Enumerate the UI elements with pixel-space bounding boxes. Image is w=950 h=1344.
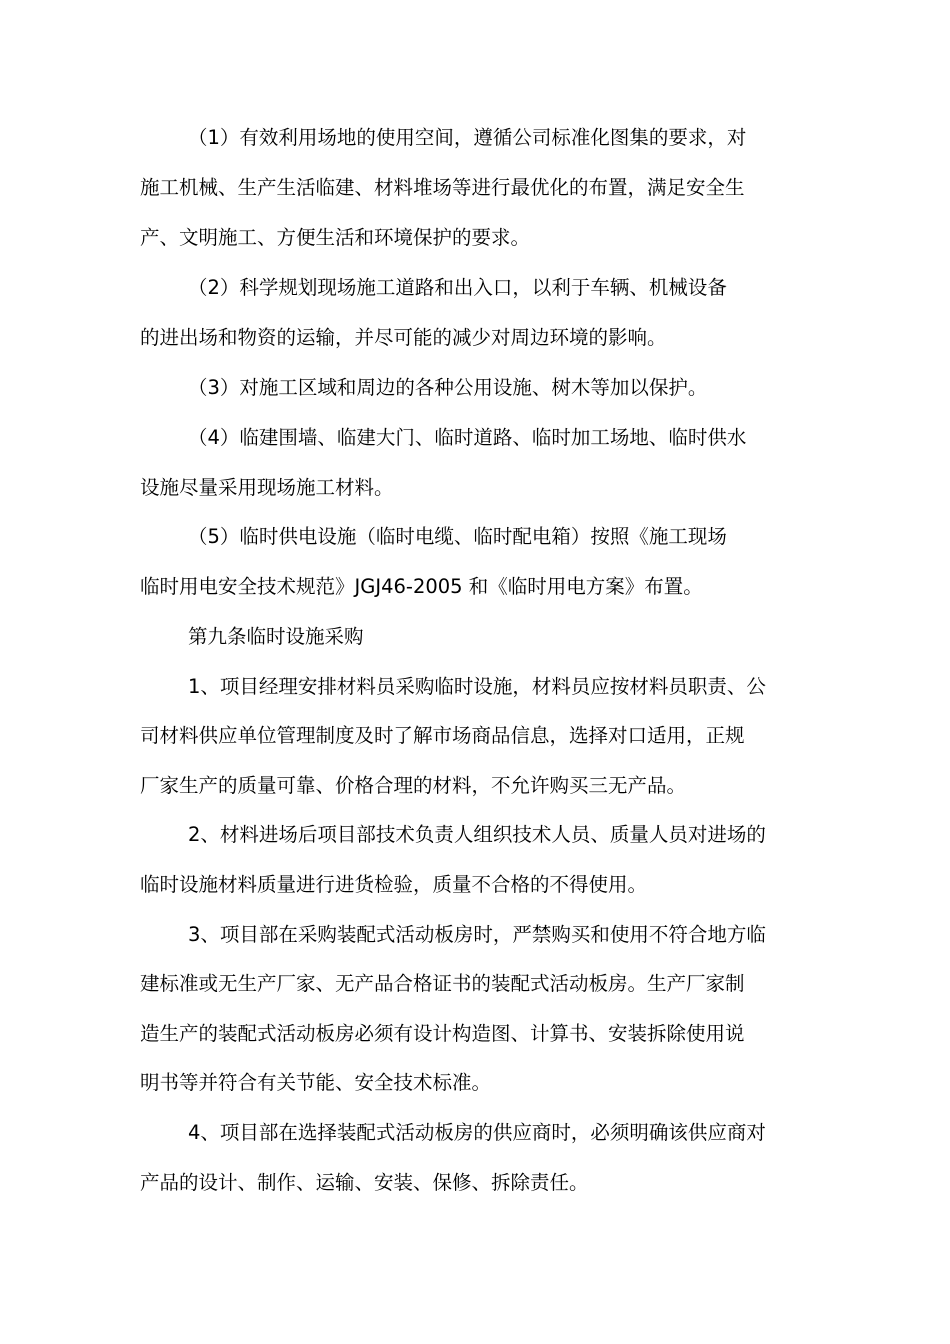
text-line: 4、项目部在选择装配式活动板房的供应商时，必须明确该供应商对 [188,1121,766,1144]
text-line: 建标准或无生产厂家、无产品合格证书的装配式活动板房。生产厂家制 [140,972,745,995]
text-line: （5）临时供电设施（临时电缆、临时配电箱）按照《施工现场 [188,525,727,548]
text-line: （2）科学规划现场施工道路和出入口，以利于车辆、机械设备 [188,276,727,299]
text-line: 3、项目部在采购装配式活动板房时，严禁购买和使用不符合地方临 [188,923,766,946]
text-line: 产品的设计、制作、运输、安装、保修、拆除责任。 [140,1171,589,1194]
text-line: 造生产的装配式活动板房必须有设计构造图、计算书、安装拆除使用说 [140,1022,745,1045]
text-line: （4）临建围墙、临建大门、临时道路、临时加工场地、临时供水 [188,426,747,449]
text-line: 产、文明施工、方便生活和环境保护的要求。 [140,226,531,249]
text-line: 施工机械、生产生活临建、材料堆场等进行最优化的布置，满足安全生 [140,176,745,199]
text-line: 明书等并符合有关节能、安全技术标准。 [140,1071,492,1094]
text-line: （1）有效利用场地的使用空间，遵循公司标准化图集的要求，对 [188,126,747,149]
text-line: 2、材料进场后项目部技术负责人组织技术人员、质量人员对进场的 [188,823,766,846]
text-line: 临时设施材料质量进行进货检验，质量不合格的不得使用。 [140,873,648,896]
text-line: 厂家生产的质量可靠、价格合理的材料，不允许购买三无产品。 [140,774,687,797]
text-line: 设施尽量采用现场施工材料。 [140,476,394,499]
text-line: （3）对施工区域和周边的各种公用设施、树木等加以保护。 [188,376,708,399]
text-line: 司材料供应单位管理制度及时了解市场商品信息，选择对口适用，正规 [140,724,745,747]
section-heading: 第九条临时设施采购 [188,625,364,648]
text-line: 的进出场和物资的运输，并尽可能的减少对周边环境的影响。 [140,326,667,349]
text-line: 1、项目经理安排材料员采购临时设施，材料员应按材料员职责、公 [188,675,766,698]
text-line: 临时用电安全技术规范》JGJ46-2005 和《临时用电方案》布置。 [140,575,703,598]
